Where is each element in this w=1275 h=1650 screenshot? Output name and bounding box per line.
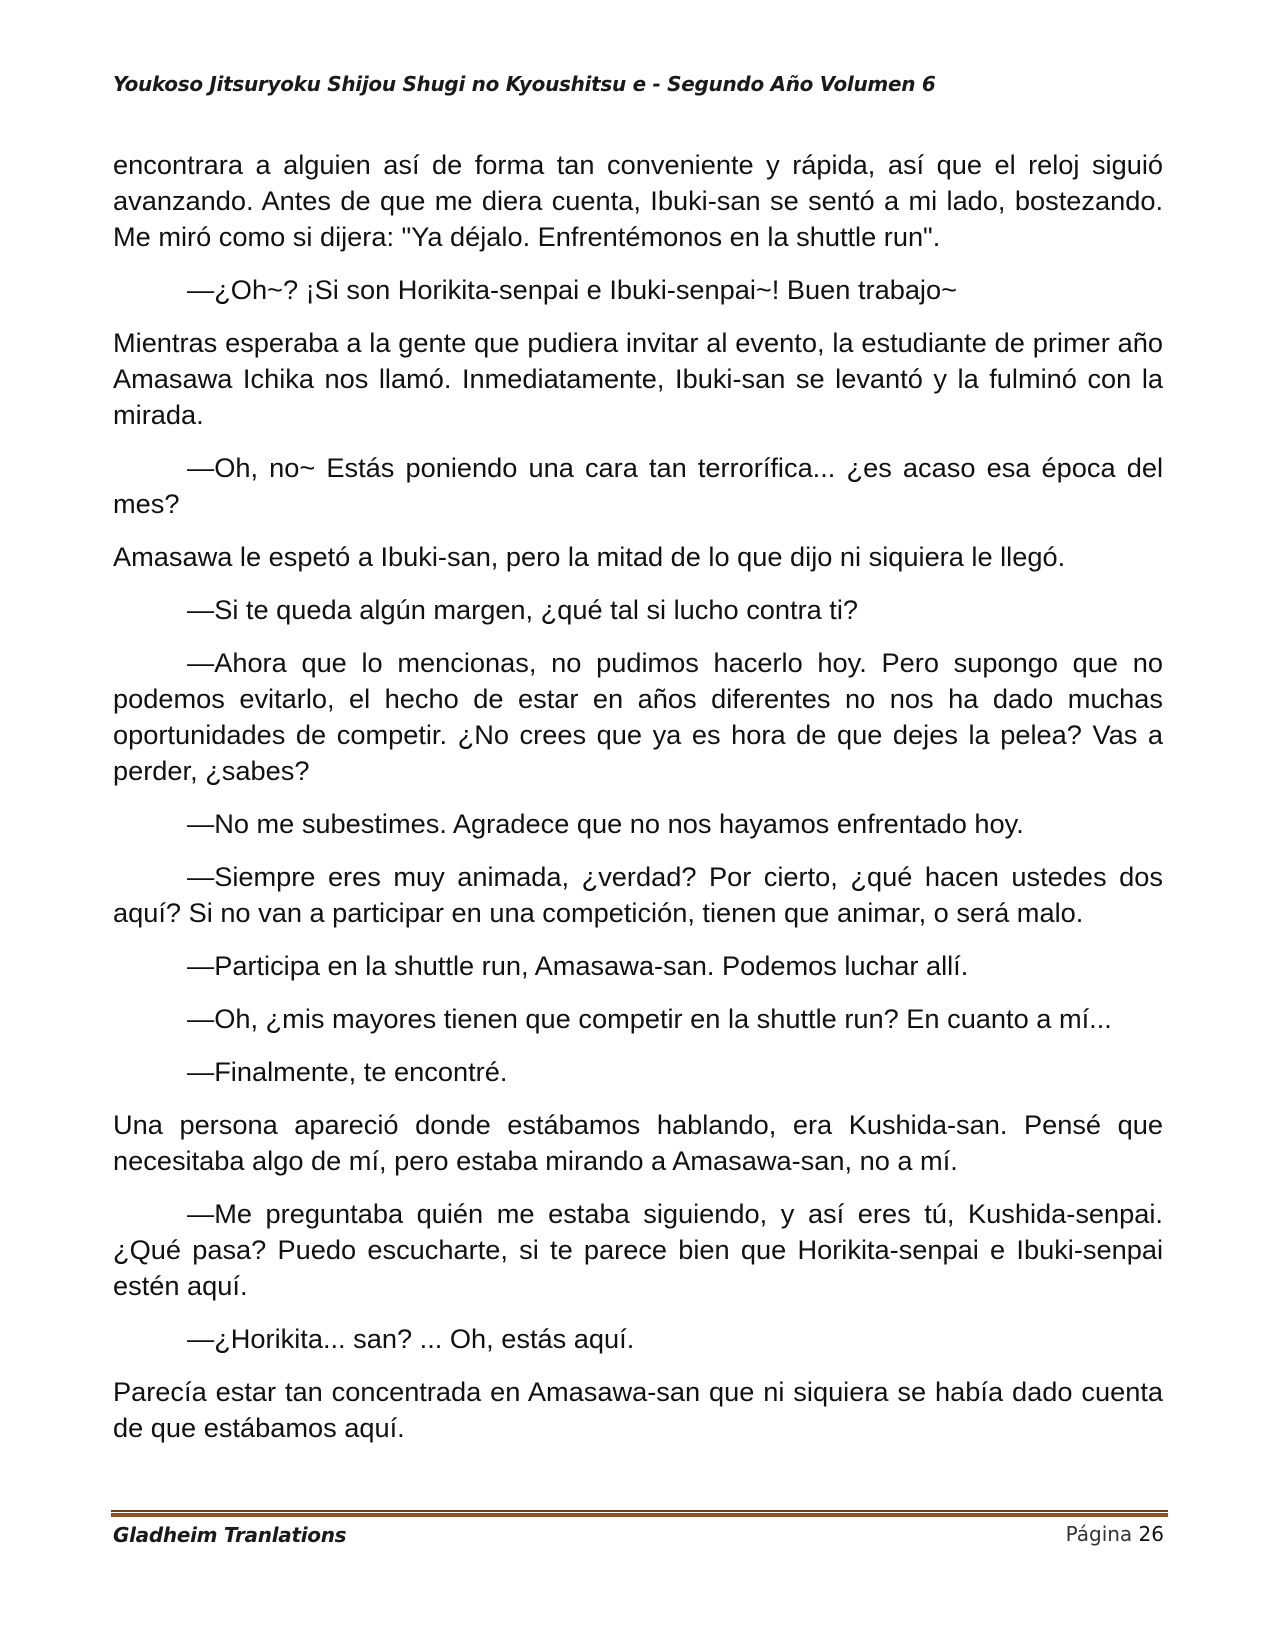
dialogue-line: —Siempre eres muy animada, ¿verdad? Por cierto, ¿qué hacen ustedes dos aquí? Si no van a participar en una competición, tienen que animar, o será malo. bbox=[113, 861, 1163, 928]
dialogue-line: —Oh, no~ Estás poniendo una cara tan terrorífica... ¿es acaso esa época del mes? bbox=[113, 452, 1163, 519]
paragraph: Mientras esperaba a la gente que pudiera invitar al evento, la estudiante de primer año Amasawa Ichika nos llamó. Inmediatamente, Ibuki-san se levantó y la fulminó con la mirada. bbox=[113, 327, 1163, 430]
footer-divider-thin-line bbox=[111, 1510, 1168, 1512]
dialogue-line: —No me subestimes. Agradece que no nos hayamos enfrentado hoy. bbox=[187, 808, 1024, 839]
dialogue-line: —Finalmente, te encontré. bbox=[187, 1056, 508, 1087]
page-label: Página bbox=[1065, 1522, 1133, 1546]
dialogue-line: —Ahora que lo mencionas, no pudimos hacerlo hoy. Pero supongo que no podemos evitarlo, el hecho de estar en años diferentes no nos ha dado muchas oportunidades de competir. ¿No crees que ya es hora de que dejes la pelea? Vas a perder, ¿sabes? bbox=[113, 647, 1163, 786]
footer-divider bbox=[111, 1510, 1168, 1518]
dialogue-line: —¿Horikita... san? ... Oh, estás aquí. bbox=[187, 1323, 635, 1354]
dialogue-line: —Oh, ¿mis mayores tienen que competir en la shuttle run? En cuanto a mí... bbox=[187, 1003, 1112, 1034]
dialogue-line: —Participa en la shuttle run, Amasawa-san. Podemos luchar allí. bbox=[187, 950, 969, 981]
page-number-label bbox=[1066, 1522, 1164, 1546]
page-body bbox=[113, 147, 1163, 1463]
footer-divider-thick-line bbox=[111, 1513, 1168, 1517]
dialogue-line: —¿Oh~? ¡Si son Horikita-senpai e Ibuki-senpai~! Buen trabajo~ bbox=[187, 274, 957, 305]
footer-credit: Gladheim Tranlations bbox=[113, 1523, 347, 1547]
page-number: 26 bbox=[1138, 1522, 1164, 1546]
dialogue-line: —Si te queda algún margen, ¿qué tal si lucho contra ti? bbox=[187, 594, 859, 625]
paragraph: Parecía estar tan concentrada en Amasawa-san que ni siquiera se había dado cuenta de que estábamos aquí. bbox=[113, 1376, 1163, 1443]
dialogue-line: —Me preguntaba quién me estaba siguiendo, y así eres tú, Kushida-senpai. ¿Qué pasa? Puedo escucharte, si te parece bien que Horikita-senpai e Ibuki-senpai estén aquí. bbox=[113, 1198, 1163, 1301]
paragraph: Amasawa le espetó a Ibuki-san, pero la mitad de lo que dijo ni siquiera le llegó. bbox=[113, 541, 1066, 572]
paragraph: Una persona apareció donde estábamos hablando, era Kushida-san. Pensé que necesitaba algo de mí, pero estaba mirando a Amasawa-san, no a mí. bbox=[113, 1109, 1163, 1176]
running-header: Youkoso Jitsuryoku Shijou Shugi no Kyoushitsu e - Segundo Año Volumen 6 bbox=[113, 72, 936, 96]
paragraph: encontrara a alguien así de forma tan conveniente y rápida, así que el reloj siguió avanzando. Antes de que me diera cuenta, Ibuki-san se sentó a mi lado, bostezando. Me miró como si dijera: "Ya déjalo. Enfrentémonos en la shuttle run". bbox=[113, 149, 1163, 252]
